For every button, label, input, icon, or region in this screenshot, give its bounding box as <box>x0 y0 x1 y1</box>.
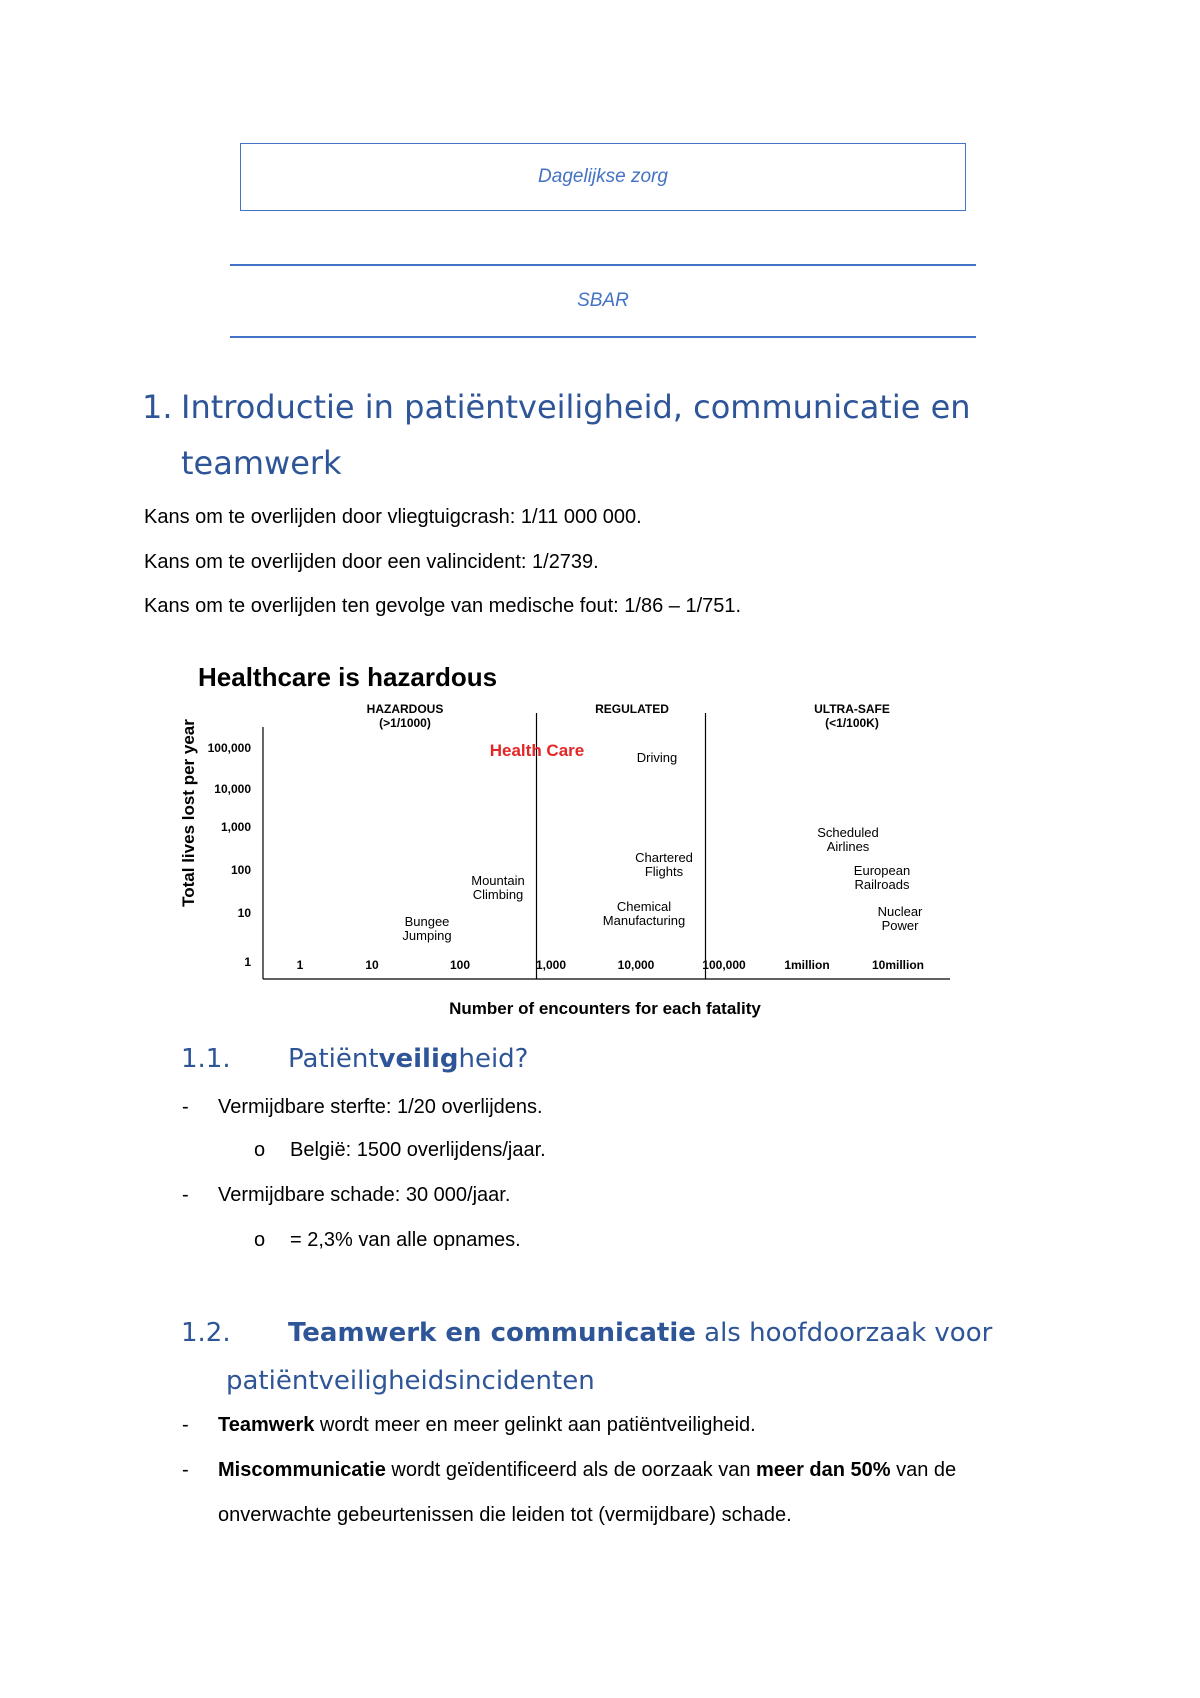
x-tick-label: 10,000 <box>617 958 655 972</box>
zone-sublabel: (>1/1000) <box>379 716 431 730</box>
miscom-line2: onverwachte gebeurtenissen die leiden tot (vermijdbare) schade. <box>218 1504 792 1526</box>
y-tick-label: 100,000 <box>207 741 251 755</box>
y-tick-label: 100 <box>230 863 251 877</box>
list-marker: - <box>182 1459 189 1481</box>
zone-label: ULTRA-SAFE <box>814 702 890 716</box>
hazard-chart <box>170 655 960 1030</box>
header-box-text: Dagelijkse zorg <box>538 166 668 187</box>
point-label-chemical-manufacturing: Chemical Manufacturing <box>602 899 686 928</box>
section-1-2-title-bold: Teamwerk en communicatie <box>288 1318 696 1348</box>
point-label-health-care: Health Care <box>489 741 585 760</box>
divider-bottom <box>230 336 976 338</box>
teamwerk-rest: wordt meer en meer gelinkt aan patiëntveiligheid. <box>314 1414 756 1436</box>
x-tick-label: 10million <box>871 958 925 972</box>
section-1-2-title-line1 <box>288 1318 992 1348</box>
list-marker: o <box>254 1139 266 1161</box>
section-1-2-title-rest: als hoofdoorzaak voor <box>695 1318 993 1348</box>
stat-line-1: Kans om te overlijden door vliegtuigcrash: 1/11 000 000. <box>144 506 642 528</box>
y-tick-label: 10,000 <box>214 782 251 796</box>
point-label-european-railroads: European Railroads <box>853 863 911 892</box>
point-label-bungee-jumping: Bungee Jumping <box>402 914 452 943</box>
list-marker: - <box>182 1184 189 1206</box>
zone-label: REGULATED <box>595 702 669 716</box>
section-1-2-title-line2: patiëntveiligheidsincidenten <box>226 1366 595 1396</box>
x-tick-label: 1,000 <box>535 958 567 972</box>
x-tick-label: 10 <box>365 958 379 972</box>
list-item-teamwerk <box>218 1414 756 1437</box>
point-label-scheduled-airlines: Scheduled Airlines <box>817 825 879 854</box>
list-item: = 2,3% van alle opnames. <box>290 1229 521 1251</box>
y-tick-label: 10 <box>237 906 251 920</box>
zone-sublabel: (<1/100K) <box>825 716 879 730</box>
zone-label: HAZARDOUS <box>366 702 444 716</box>
list-item: Vermijdbare sterfte: 1/20 overlijdens. <box>218 1096 543 1118</box>
x-tick-label: 100 <box>449 958 471 972</box>
header-box <box>240 143 966 211</box>
miscom-mid: wordt geïdentificeerd als de oorzaak van <box>385 1459 757 1481</box>
section-1-title-line2: teamwerk <box>181 444 342 482</box>
section-1-1-title-bold: veilig <box>378 1044 459 1074</box>
chart-xlabel: Number of encounters for each fatality <box>449 999 761 1018</box>
x-tick-label: 100,000 <box>702 958 746 972</box>
stat-line-2: Kans om te overlijden door een valincident: 1/2739. <box>144 551 599 573</box>
y-tick-label: 1 <box>244 955 251 969</box>
point-label-driving: Driving <box>636 750 678 765</box>
list-marker: - <box>182 1096 189 1118</box>
stat-line-3: Kans om te overlijden ten gevolge van medische fout: 1/86 – 1/751. <box>144 595 742 617</box>
chart-ylabel: Total lives lost per year <box>179 719 198 907</box>
sbar-label: SBAR <box>577 290 629 311</box>
miscom-bold: Miscommunicatie <box>218 1459 386 1481</box>
section-1-1-number: 1.1. <box>181 1044 231 1074</box>
point-label-nuclear-power: Nuclear Power <box>877 904 923 933</box>
section-1-2-number: 1.2. <box>181 1318 231 1348</box>
list-marker: - <box>182 1414 189 1436</box>
list-marker: o <box>254 1229 266 1251</box>
teamwerk-bold: Teamwerk <box>218 1414 315 1436</box>
section-1-number: 1. <box>142 388 173 426</box>
section-1-title-line1: Introductie in patiëntveiligheid, communicatie en <box>181 388 971 426</box>
chart-title: Healthcare is hazardous <box>198 662 498 692</box>
point-label-chartered-flights: Chartered Flights <box>635 850 693 879</box>
list-item: België: 1500 overlijdens/jaar. <box>290 1139 546 1161</box>
list-item-miscommunicatie <box>218 1459 956 1482</box>
section-1-1-title <box>288 1044 528 1074</box>
section-1-1-title-post: heid? <box>458 1044 529 1074</box>
miscom-bold2: meer dan 50% <box>756 1459 891 1481</box>
miscom-end: van de <box>890 1459 957 1481</box>
y-tick-label: 1,000 <box>220 820 251 834</box>
section-1-1-title-pre: Patiënt <box>288 1044 379 1074</box>
point-label-mountain-climbing: Mountain Climbing <box>471 873 525 902</box>
x-tick-label: 1million <box>784 958 830 972</box>
list-item: Vermijdbare schade: 30 000/jaar. <box>218 1184 511 1206</box>
divider-top <box>230 264 976 266</box>
x-tick-label: 1 <box>296 958 304 972</box>
